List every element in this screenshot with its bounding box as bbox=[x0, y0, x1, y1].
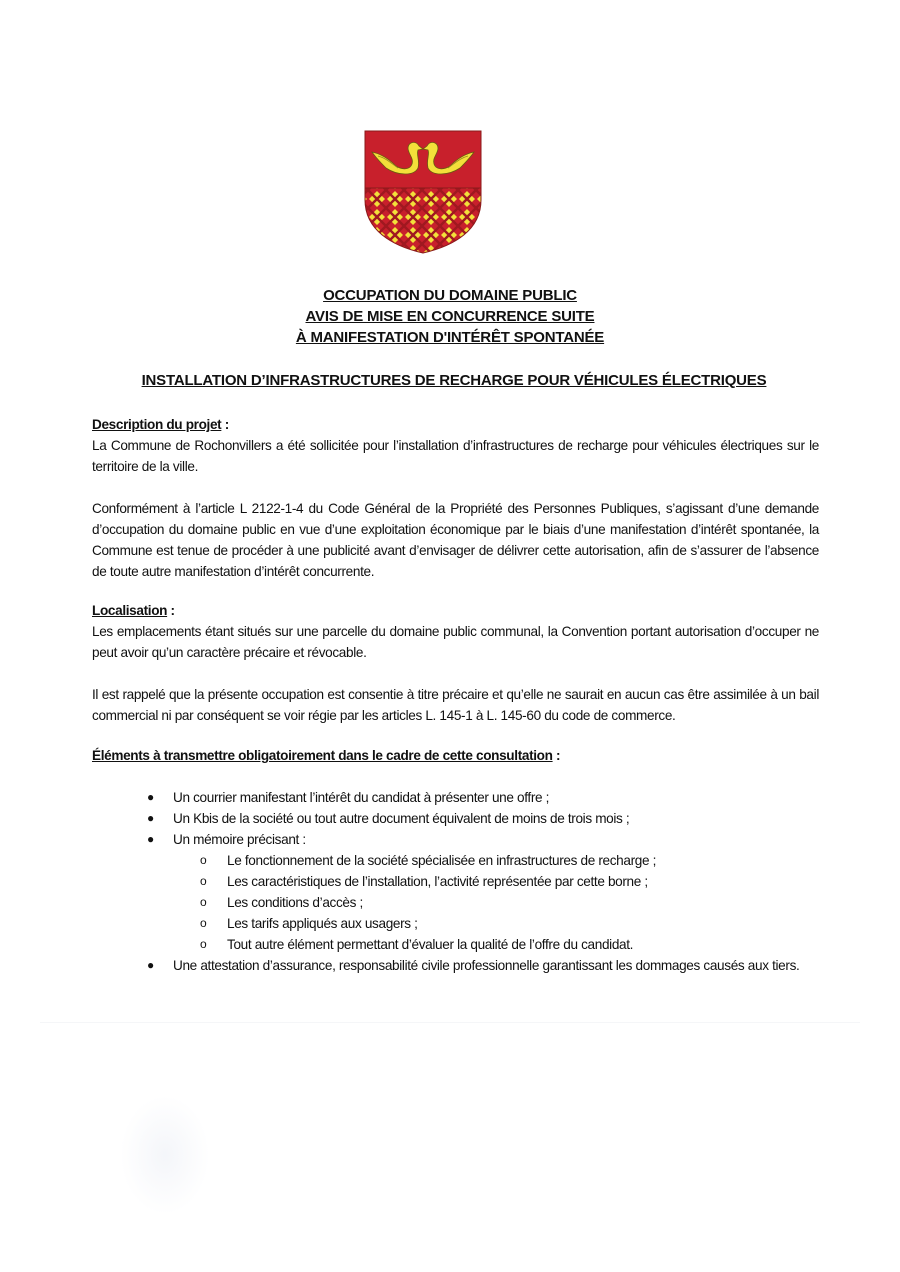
bullet-icon: ● bbox=[147, 958, 154, 972]
sub-list-item-text: Le fonctionnement de la société spécialisée en infrastructures de recharge ; bbox=[227, 853, 657, 868]
section-heading bbox=[92, 600, 819, 621]
document-title-block bbox=[0, 285, 900, 348]
paragraph: Conformément à l’article L 2122-1-4 du Code Général de la Propriété des Personnes Publiques, s’agissant d’une demande d’occupation du domaine public en vue d’une exploitation économique par le biais d’une manifestation d’intérêt spontanée, la Commune est tenue de procéder à une publicité avant d’envisager de délivrer cette autorisation, afin de s’assurer de l’absence de toute autre manifestation d’intérêt concurrente. bbox=[92, 501, 819, 579]
sub-list-item-text: Les caractéristiques de l’installation, l’activité représentée par cette borne ; bbox=[227, 874, 648, 889]
section-heading bbox=[92, 414, 819, 435]
sub-list-item bbox=[173, 850, 819, 871]
circle-bullet-icon: o bbox=[200, 937, 207, 951]
list-item-text: Un Kbis de la société ou tout autre document équivalent de moins de trois mois ; bbox=[173, 811, 630, 826]
list-item bbox=[92, 829, 819, 955]
paragraph: Les emplacements étant situés sur une parcelle du domaine public communal, la Convention portant autorisation d’occuper ne peut avoir qu’un caractère précaire et révocable. bbox=[92, 624, 819, 660]
list-item bbox=[92, 787, 819, 808]
circle-bullet-icon: o bbox=[200, 916, 207, 930]
scan-artifact-line bbox=[40, 1022, 860, 1023]
title-line-2: AVIS DE MISE EN CONCURRENCE SUITE bbox=[305, 308, 595, 325]
circle-bullet-icon: o bbox=[200, 874, 207, 888]
coat-of-arms-icon bbox=[364, 130, 482, 254]
paragraph: La Commune de Rochonvillers a été sollicitée pour l’installation d’infrastructures de recharge pour véhicules électriques sur le territoire de la ville. bbox=[92, 438, 819, 474]
list-item-text: Un mémoire précisant : bbox=[173, 832, 306, 847]
section-heading bbox=[92, 745, 819, 766]
list-item bbox=[92, 955, 819, 976]
sub-list-item-text: Tout autre élément permettant d’évaluer la qualité de l’offre du candidat. bbox=[227, 937, 634, 952]
heading-text: Localisation bbox=[92, 603, 168, 618]
bullet-icon: ● bbox=[147, 832, 154, 846]
paragraph: Il est rappelé que la présente occupation est consentie à titre précaire et qu’elle ne saurait en aucun cas être assimilée à un bail commercial ni par conséquent se voir régie par les articles L. 145-1 à L. 145-60 du code de commerce. bbox=[92, 687, 819, 723]
bullet-icon: ● bbox=[147, 811, 154, 825]
bullet-icon: ● bbox=[147, 790, 154, 804]
circle-bullet-icon: o bbox=[200, 853, 207, 867]
sub-list-item-text: Les conditions d’accès ; bbox=[227, 895, 363, 910]
sub-list-item bbox=[173, 892, 819, 913]
heading-colon: : bbox=[552, 748, 561, 763]
title-line-3: À MANIFESTATION D'INTÉRÊT SPONTANÉE bbox=[295, 329, 605, 346]
list-item-text: Un courrier manifestant l’intérêt du candidat à présenter une offre ; bbox=[173, 790, 550, 805]
heading-text: Éléments à transmettre obligatoirement dans le cadre de cette consultation bbox=[92, 748, 553, 763]
memoire-sublist bbox=[173, 850, 819, 955]
sub-list-item bbox=[173, 934, 819, 955]
heading-colon: : bbox=[167, 603, 175, 618]
list-item bbox=[92, 808, 819, 829]
section-description bbox=[92, 414, 819, 582]
sub-list-item bbox=[173, 871, 819, 892]
list-item-text: Une attestation d’assurance, responsabilité civile professionnelle garantissant les dommages causés aux tiers. bbox=[173, 958, 800, 973]
sub-list-item bbox=[173, 913, 819, 934]
required-documents-list bbox=[92, 787, 819, 976]
heading-colon: : bbox=[221, 417, 229, 432]
section-elements bbox=[92, 745, 819, 976]
section-localisation bbox=[92, 600, 819, 726]
scan-artifact-smudge bbox=[120, 1095, 210, 1215]
circle-bullet-icon: o bbox=[200, 895, 207, 909]
sub-list-item-text: Les tarifs appliqués aux usagers ; bbox=[227, 916, 418, 931]
title-line-1: OCCUPATION DU DOMAINE PUBLIC bbox=[323, 287, 577, 304]
document-subtitle: INSTALLATION D’INFRASTRUCTURES DE RECHARGE POUR VÉHICULES ÉLECTRIQUES bbox=[141, 372, 767, 389]
heading-text: Description du projet bbox=[92, 417, 222, 432]
